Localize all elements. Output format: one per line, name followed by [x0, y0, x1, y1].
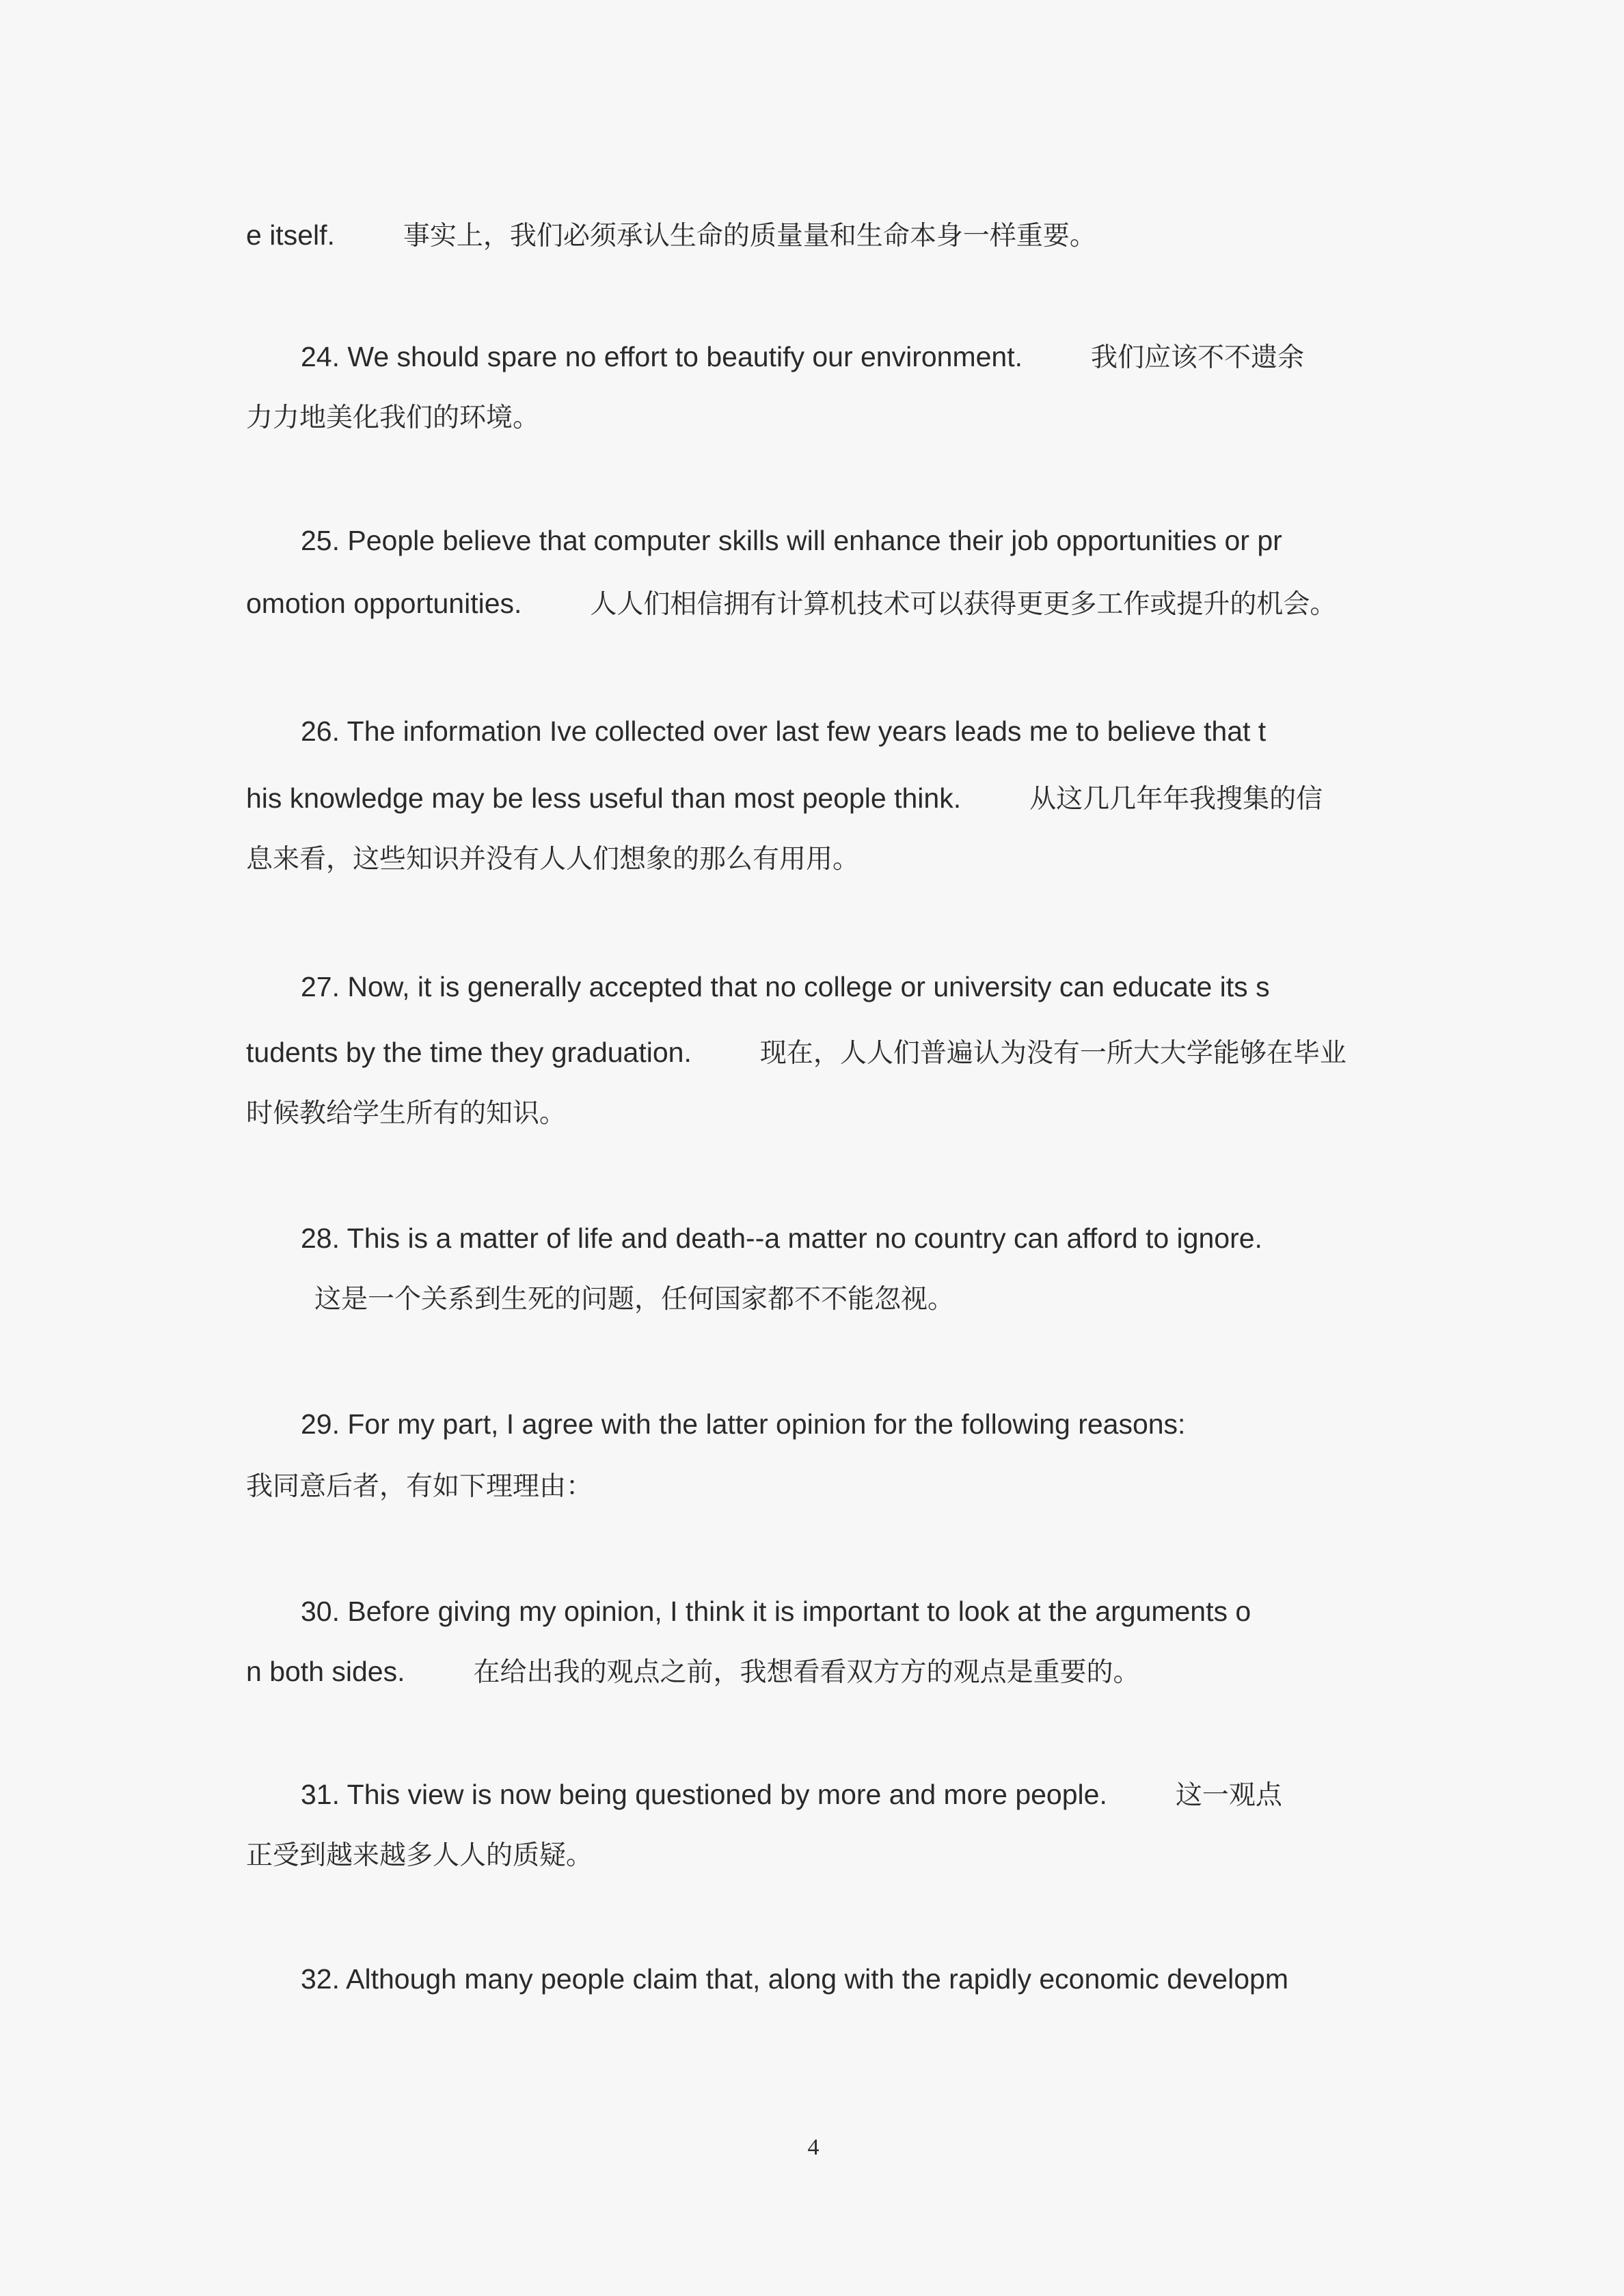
sentence-27-line-3: 时候教给学生所有的知识。 [246, 1098, 567, 1129]
sentence-29-line-2: 我同意后者，有如下理理由： [246, 1471, 593, 1502]
sentence-27-line-2: tudents by the time they graduation. 现在，人人们普遍认为没有一所大大学能够在毕业 [246, 1037, 1346, 1069]
sentence-26-line-3: 息来看，这些知识并没有人人们想象的那么有用用。 [246, 844, 860, 875]
sentence-24-line-2: 力力地美化我们的环境。 [246, 402, 540, 433]
sentence-27-line-1: 27. Now, it is generally accepted that no college or university can educate its s [301, 971, 1270, 1002]
sentence-24-line-1: 24. We should spare no effort to beautify our environment. 我们应该不不遗余 [301, 341, 1305, 373]
sentence-32-line-1: 32. Although many people claim that, along with the rapidly economic developm [301, 1963, 1288, 1995]
sentence-23-tail: e itself. 事实上，我们必须承认生命的质量量和生命本身一样重要。 [246, 219, 1096, 251]
sentence-31-line-2: 正受到越来越多人人的质疑。 [246, 1840, 593, 1871]
sentence-31-line-1: 31. This view is now being questioned by more and more people. 这一观点 [301, 1779, 1282, 1811]
sentence-25-line-2: omotion opportunities. 人人们相信拥有计算机技术可以获得更更多工作或提升的机会。 [246, 588, 1337, 620]
sentence-28-line-1: 28. This is a matter of life and death--a matter no country can afford to ignore. [301, 1222, 1262, 1254]
page-number: 4 [807, 2135, 820, 2160]
sentence-25-line-1: 25. People believe that computer skills will enhance their job opportunities or pr [301, 525, 1282, 556]
sentence-30-line-1: 30. Before giving my opinion, I think it is important to look at the arguments o [301, 1596, 1251, 1627]
sentence-30-line-2: n both sides. 在给出我的观点之前，我想看看双方方的观点是重要的。 [246, 1656, 1140, 1688]
sentence-29-line-1: 29. For my part, I agree with the latter opinion for the following reasons: [301, 1408, 1186, 1440]
sentence-28-line-2: 这是一个关系到生死的问题，任何国家都不不能忽视。 [314, 1284, 955, 1315]
sentence-26-line-1: 26. The information Ive collected over last few years leads me to believe that t [301, 715, 1267, 747]
sentence-26-line-2: his knowledge may be less useful than most people think. 从这几几年年我搜集的信 [246, 782, 1323, 815]
